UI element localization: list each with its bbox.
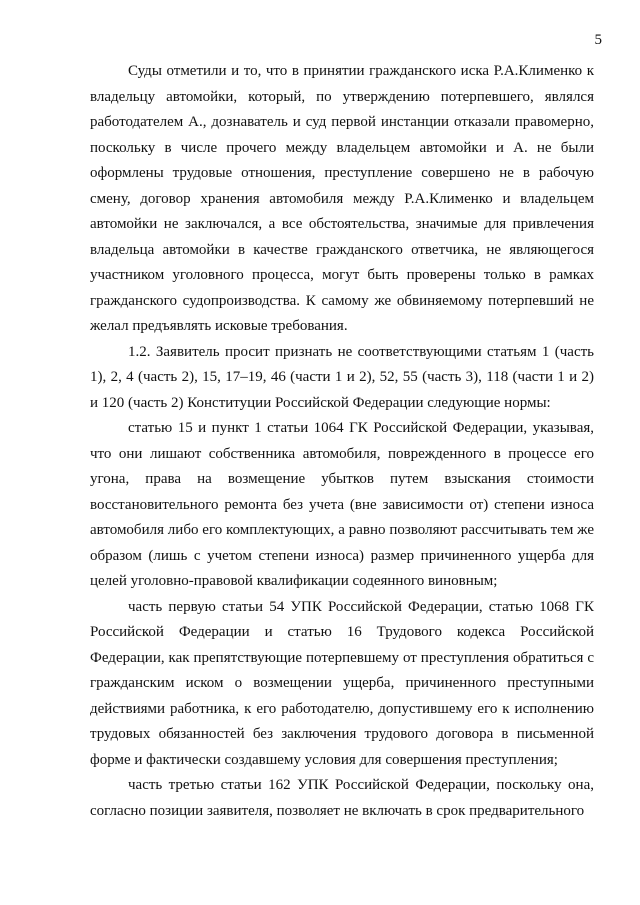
paragraph-article-54-1068: часть первую статьи 54 УПК Российской Федерации, статью 1068 ГК Российской Федерации и статью 16 Трудового кодекса Российской Федерации, как препятствующие потерпевшему от преступления обратиться с гражданским иском о возмещении ущерба, причиненного преступными действиями работника, к его работодателю, допустившему его к исполнению трудовых обязанностей без заключения трудового договора в письменной форме и фактически создавшему условия для совершения преступления; — [90, 598, 594, 768]
paragraph-article-15-1064: статью 15 и пункт 1 статьи 1064 ГК Российской Федерации, указывая, что они лишают собственника автомобиля, поврежденного в процессе его угона, права на возмещение убытков путем взыскания стоимости восстановительного ремонта без учета (вне зависимости от) степени износа автомобиля либо его комплектующих, а равно позволяют рассчитывать тем же образом (лишь с учетом степени износа) размер причиненного ущерба для целей уголовно-правовой квалификации содеянного виновным; — [90, 420, 594, 589]
paragraph-applicant-request: 1.2. Заявитель просит признать не соответствующими статьям 1 (часть 1), 2, 4 (часть 2), 15, 17–19, 46 (части 1 и 2), 52, 55 (часть 3), 118 (части 1 и 2) и 120 (часть 2) Конституции Российской Федерации следующие нормы: — [90, 343, 594, 411]
page-number: 5 — [594, 32, 602, 48]
paragraph-courts-noted: Суды отметили и то, что в принятии гражданского иска Р.А.Клименко к владельцу автомойки, который, по утверждению потерпевшего, являлся работодателем А., дознаватель и суд первой инстанции отказали правомерно, поскольку в числе прочего между владельцем автомойки и А. не были оформлены трудовые отношения, преступление совершено не в рабочую смену, договор хранения автомобиля между Р.А.Клименко и владельцем автомойки не заключался, а все обстоятельства, значимые для привлечения владельца автомойки в качестве гражданского ответчика, не являющегося участником уголовного процесса, могут быть проверены только в рамках гражданского судопроизводства. К самому же обвиняемому потерпевший не желал предъявлять исковые требования. — [90, 63, 594, 334]
document-body — [90, 59, 594, 824]
paragraph-article-162: часть третью статьи 162 УПК Российской Федерации, поскольку она, согласно позиции заявителя, позволяет не включать в срок предварительного — [90, 777, 594, 819]
